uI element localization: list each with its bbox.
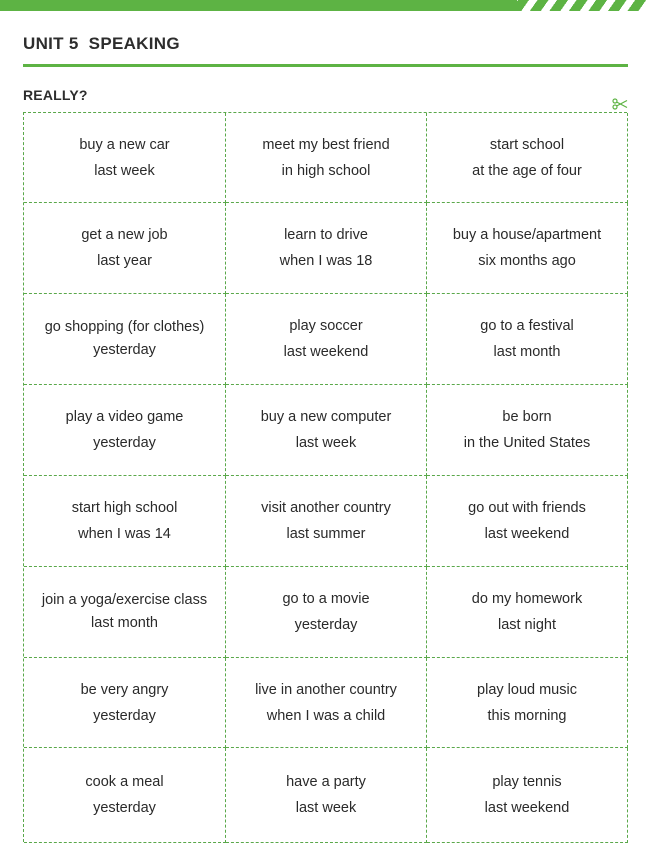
card-activity: play loud music (477, 681, 577, 698)
card-activity: buy a house/apartment (452, 227, 602, 243)
card-time: when I was a child (266, 707, 386, 724)
card-time: yesterday (93, 707, 156, 724)
card-activity: join a yoga/exercise class (41, 592, 208, 608)
card-activity: start high school (71, 500, 178, 516)
card (24, 748, 226, 843)
card-time: last night (497, 617, 557, 633)
card-activity: be very angry (80, 681, 169, 698)
card-activity: play tennis (492, 774, 562, 790)
card-time: last month (91, 615, 158, 631)
card-activity: learn to drive (284, 227, 368, 243)
card-time: last month (493, 344, 561, 360)
stripe-decoration (517, 0, 647, 11)
card (427, 113, 628, 203)
card-time: in high school (281, 162, 371, 179)
card-activity: be born (502, 409, 552, 425)
card (226, 658, 427, 748)
card-time: at the age of four (472, 162, 582, 179)
cards-grid (23, 112, 627, 842)
card-time: last summer (286, 526, 366, 542)
card (24, 567, 226, 658)
card-time: last weekend (484, 800, 570, 816)
card (427, 294, 628, 385)
card (24, 113, 226, 203)
card-time: yesterday (93, 435, 156, 451)
card-activity: play soccer (289, 318, 363, 334)
card-time: yesterday (294, 617, 358, 633)
card (427, 567, 628, 658)
card-activity: buy a new car (79, 136, 170, 153)
card-activity: visit another country (261, 500, 391, 516)
card (24, 476, 226, 567)
card-activity: cook a meal (85, 774, 164, 790)
card (226, 476, 427, 567)
card (24, 294, 226, 385)
card-activity: meet my best friend (262, 136, 390, 153)
card (427, 748, 628, 843)
card (24, 658, 226, 748)
card (226, 748, 427, 843)
card-activity: do my homework (471, 591, 583, 607)
card-time: last week (295, 800, 357, 816)
card-activity: play a video game (65, 409, 184, 425)
card-activity: go out with friends (468, 500, 586, 516)
card (427, 385, 628, 476)
card-activity: have a party (286, 774, 366, 790)
card-time: last year (97, 253, 152, 269)
card (24, 203, 226, 294)
card-time: in the United States (463, 435, 591, 451)
card (226, 385, 427, 476)
card-time: last week (295, 435, 357, 451)
card-activity: get a new job (81, 227, 168, 243)
card (226, 113, 427, 203)
card (427, 203, 628, 294)
card (226, 567, 427, 658)
card (24, 385, 226, 476)
card-time: last weekend (283, 344, 369, 360)
unit-title: UNIT 5 SPEAKING (23, 34, 180, 53)
card-time: when I was 18 (279, 253, 373, 269)
card-activity: go shopping (for clothes) (44, 319, 205, 335)
card-time: yesterday (93, 342, 156, 358)
card (427, 476, 628, 567)
card-activity: buy a new computer (260, 409, 392, 425)
card-time: last weekend (484, 526, 570, 542)
card-time: this morning (487, 707, 567, 724)
card-activity: go to a movie (282, 591, 370, 607)
card-time: last week (94, 162, 155, 179)
card-activity: go to a festival (480, 318, 574, 334)
card-activity: live in another country (255, 681, 397, 698)
card (427, 658, 628, 748)
title-divider (23, 64, 628, 67)
card-activity: start school (489, 136, 565, 153)
section-title: REALLY? (23, 87, 88, 103)
scissors-icon (612, 98, 628, 110)
card (226, 203, 427, 294)
card-time: yesterday (93, 800, 156, 816)
card-time: six months ago (478, 253, 576, 269)
card (226, 294, 427, 385)
card-time: when I was 14 (78, 526, 171, 542)
